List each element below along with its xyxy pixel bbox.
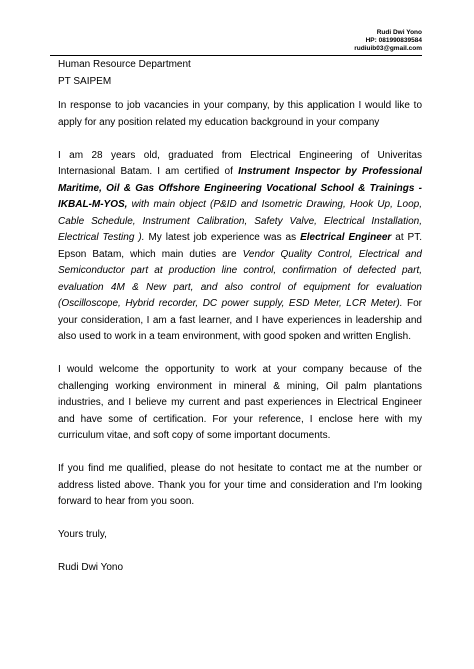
role-text: Electrical Engineer: [300, 232, 392, 243]
closing-text: Yours truly,: [58, 529, 107, 540]
text-segment: at PT. Epson Batam, which main duties are: [58, 232, 423, 260]
letter-body: [58, 57, 422, 577]
signature-name: Rudi Dwi Yono: [58, 562, 124, 573]
motivation-paragraph: I would welcome the opportunity to work at your company because of the challenging working environment in mineral & mining, Oil palm plantations industries, and I believe my current and past experiences in Electrical Engineer and have some of certification. For your reference, I enclose here with my curriculum vitae, and soft copy of some important documents.: [58, 364, 422, 441]
sender-block: [354, 29, 422, 52]
duties-text: Vendor Quality Control, Electrical and Semiconductor part at production line control, confirmation of defected part, evaluation 4M & New part, and also control of equipment for evaluation (Oscilloscope, Hybrid recorder, DC power supply, ESD Meter, LCR Meter).: [58, 248, 422, 309]
certification-text: Instrument Inspector by Professional Maritime, Oil & Gas Offshore Engineering Vocational School & Trainings - IKBAL-M-YOS,: [58, 166, 422, 210]
recipient-company: PT SAIPEM: [58, 75, 112, 87]
recipient-department: Human Resource Department: [58, 59, 191, 70]
intro-paragraph: In response to job vacancies in your company, by this application I would like to apply for any position related my education background in your company: [58, 100, 422, 128]
sender-phone: HP: 081990839584: [365, 36, 422, 44]
contact-paragraph: If you find me qualified, please do not hesitate to contact me at the number or address listed above. Thank you for your time and consideration and I'm looking forward to hear from you soon.: [58, 463, 422, 507]
text-segment: I am 28 years old, graduated from Electrical Engineering of Univeritas Internasional Batam. I am certified of: [58, 149, 422, 177]
qualification-paragraph: [58, 148, 422, 346]
sender-name: Rudi Dwi Yono: [376, 29, 422, 36]
certification-object-text: with main object (P&ID and Isometric Drawing, Hook Up, Loop, Cable Schedule, Instrument Calibration, Safety Valve, Electrical Installation, Electrical Testing ).: [58, 199, 422, 243]
text-segment: For your consideration, I am a fast learner, and I have experiences in leadership and also used to work in a team environment, with good spoken and written English.: [58, 298, 423, 342]
sender-email: rudiuib03@gmail.com: [354, 44, 422, 52]
text-segment: My latest job experience was as: [144, 232, 301, 243]
header-divider: [50, 55, 422, 56]
